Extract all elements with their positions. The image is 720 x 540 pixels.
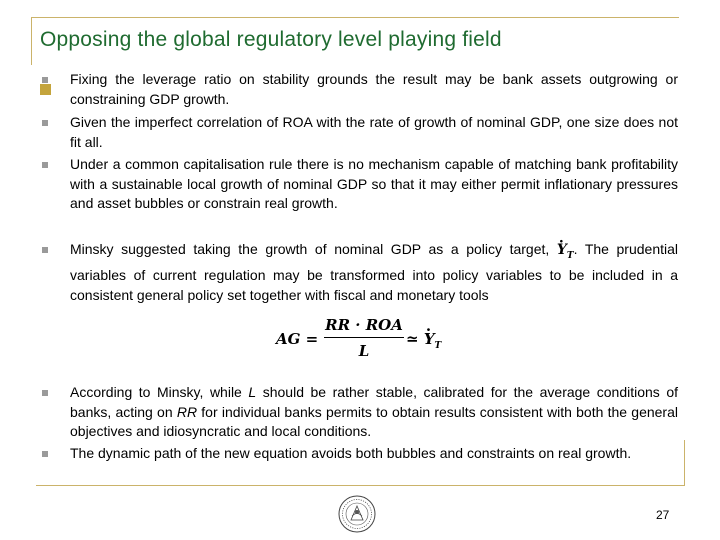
bullet-text-5: According to Minsky, while L should be rather stable, calibrated for the average conditions of banks, acting on RR for individual banks permits to obtain results consistent with both the general objectives and idiosyncratic and local conditions. [70,384,678,439]
bullet-marker [42,162,48,168]
approx-sign: ≃ [406,330,419,348]
bullet-marker [42,77,48,83]
accent-square [40,84,51,95]
bullet-text-6: The dynamic path of the new equation avoids both bubbles and constraints on real growth. [70,445,632,461]
bullet-4-part-2: . The prudential variables of current regulation may be transformed into policy variables to be included in a consistent general policy set together with fiscal and monetary tools [70,241,679,303]
formula-numerator: RR · ROA [325,316,403,334]
bullet-text-4 [70,240,678,305]
frame-right-line [684,440,685,486]
nominal-gdp-growth-symbol: · $Y_T$ [557,242,574,258]
formula-y-dot: · $Y_T$ [424,330,441,348]
bullet-text-3: Under a common capitalisation rule there is no mechanism capable of matching bank profitability with a sustainable local growth of nominal GDP so that it may either permit inflationary pressures and asset bubbles or constrain real growth. [70,156,678,211]
bullet-marker [42,451,48,457]
bullet-text-2: Given the imperfect correlation of ROA with the rate of growth of nominal GDP, one size does not fit all. [70,114,678,150]
var-rr: RR [176,403,198,420]
bullet-marker [42,390,48,396]
slide-title: Opposing the global regulatory level playing field [40,28,502,51]
university-seal-icon [337,494,377,534]
var-l: L [248,384,257,400]
frame-bottom-line [36,485,684,486]
bullet-marker [42,120,48,126]
formula-fraction [324,316,404,360]
bullet-4-part-1: Minsky suggested taking the growth of nominal GDP as a policy target, [70,241,550,257]
bullet-text-1: Fixing the leverage ratio on stability grounds the result may be bank assets outgrowing or constraining GDP growth. [70,71,678,107]
bullet-marker [42,247,48,253]
formula-denominator: L [358,342,370,360]
frame-left-line [31,17,32,65]
formula-rhs [406,330,441,351]
frame-top-line [31,17,679,18]
fraction-bar [324,337,404,338]
formula-lhs: AG = [276,330,319,348]
page-number: 27 [656,508,670,522]
